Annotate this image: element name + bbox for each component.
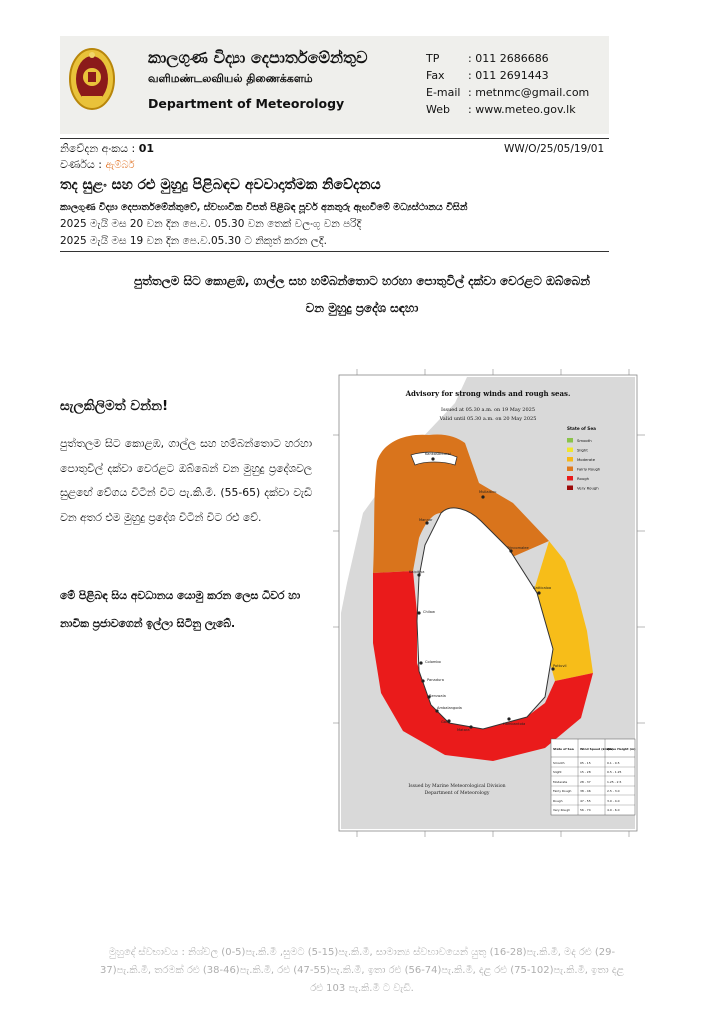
- sri-lanka-emblem-icon: [68, 46, 116, 112]
- notice-meta: [60, 141, 154, 174]
- contact-block: [426, 50, 589, 118]
- contact-tp: TP : 011 2686686: [426, 52, 549, 65]
- place-label: Kalpitiya: [409, 570, 425, 574]
- issue-details: [60, 199, 467, 250]
- place-label: Ambalangoda: [437, 706, 462, 710]
- place-label: Chilaw: [423, 610, 435, 614]
- table-header: State of Sea: [553, 747, 574, 751]
- affected-area-heading: පුත්තලම සිට කොළඹ, ගාල්ල සහ හම්බන්තොට හරහා පොතුවිල් දක්වා වෙරළට ඔබ්බෙන් වන මුහුදු ප්‍රදේශ සඳහා: [133, 274, 590, 315]
- map-issued-by-dept: Department of Meteorology: [424, 791, 490, 796]
- place-label: Beruwala: [429, 694, 446, 698]
- divider: [60, 251, 609, 252]
- place-label: Matara: [457, 728, 470, 732]
- table-cell: 15 - 28: [580, 770, 591, 774]
- legend-swatch: [567, 438, 573, 443]
- alert-type-value: ඇම්බර්: [105, 160, 135, 171]
- table-cell: Fairly Rough: [553, 789, 572, 793]
- table-cell: 0.5 - 1.25: [607, 770, 622, 774]
- legend-label: Slight: [577, 447, 588, 453]
- table-cell: 0.1 - 0.5: [607, 761, 620, 765]
- table-cell: Moderate: [553, 780, 568, 784]
- legend-swatch: [567, 448, 573, 453]
- legend-label: Smooth: [577, 438, 592, 443]
- table-header: Wind Speed (kmph): [580, 747, 614, 751]
- legend-swatch: [567, 486, 573, 491]
- place-label: Batticaloa: [533, 586, 552, 590]
- dept-name-sinhala: කාලගුණ විද්‍යා දෙපාර්තමේන්තුව: [148, 48, 368, 67]
- place-label: Trincomalee: [507, 546, 529, 550]
- table-cell: 3.0 - 4.0: [607, 799, 620, 803]
- contact-email[interactable]: E-mail : metnmc@gmail.com: [426, 86, 590, 99]
- contact-web[interactable]: Web : www.meteo.gov.lk: [426, 103, 576, 116]
- legend-label: Moderate: [577, 457, 596, 462]
- issuer-line: කාලගුණ විද්‍යා දෙපාර්තමේන්තුවේ, ස්වභාවික විපත් පිළිබඳ පූර්ව අනතුරු ඇඟවීමේ මධ්‍යස්ථානය විසින්: [60, 202, 468, 213]
- reference-number: WW/O/25/05/19/01: [504, 143, 605, 155]
- map-issued-by: Issued by Marine Meteorological Division: [408, 784, 506, 789]
- table-cell: 28 - 37: [580, 780, 591, 784]
- place-label: Panadura: [427, 678, 444, 682]
- place-label: Kankasanturai: [425, 452, 451, 456]
- table-cell: Rough: [553, 799, 563, 803]
- legend-swatch: [567, 457, 573, 462]
- place-label: Mannar: [419, 518, 433, 522]
- sea-state-footer-note: මුහුදේ ස්වභාවය : නිශ්චල (0-5)පැ.කි.මී ,සුමට (5-15)පැ.කි.මී, සාමාන්‍ය ස්වභාවයෙන් යුතු (16-28)පැ.කි.මී, මද රළු (29- 37)පැ.කි.මී, තරමක් රළු (38-46)පැ.කි.මී, රළු (47-55)පැ.කි.මී, ඉතා රළු (56-74)පැ.කි.මී, දළ රළු (75-102)පැ.කි.මී, ඉතා දළ රළු 103 පැ.කි.මී ට වැඩි.: [100, 947, 624, 994]
- legend-title: State of Sea: [567, 426, 596, 431]
- place-label: Colombo: [425, 660, 441, 664]
- map-title: Advisory for strong winds and rough seas.: [405, 389, 571, 398]
- place-label: Mullaitivu: [479, 490, 497, 494]
- alert-description: පුත්තලම සිට කොළඹ, ගාල්ල සහ හම්බන්තොට හරහා පොතුවිල් දක්වා වෙරළට ඔබ්බෙන් වන මුහුදු ප්‍රදේශවල සුළඟේ වේගය විටින් විට පැ.කි.මී. (55-65) දක්වා වැඩි වන අතර එම මුහුදු ප්‍රදේශ විටින් විට රළු වේ.: [60, 437, 312, 524]
- map-valid: Valid until 05.30 a.m. on 20 May 2025: [439, 416, 537, 422]
- map-issued: Issued at 05.30 a.m. on 19 May 2025: [440, 407, 536, 413]
- table-cell: 05 - 15: [580, 761, 591, 765]
- sea-state-table: [551, 739, 636, 815]
- table-cell: Smooth: [553, 761, 565, 765]
- legend-label: Very Rough: [577, 485, 599, 491]
- notice-number-label: නිවේදන අංකය :: [60, 142, 139, 155]
- alert-heading: සැලකිලිමත් වන්න!: [60, 398, 169, 414]
- sea-state-map: [333, 363, 645, 843]
- validity-line: 2025 මැයි මස 20 වන දින පෙ.ව. 05.30 වන තෙක් වලංගු වන පරිදි: [60, 218, 362, 230]
- table-cell: 38 - 46: [580, 789, 591, 793]
- table-cell: Very Rough: [553, 808, 571, 812]
- table-cell: Slight: [553, 770, 562, 774]
- notice-title: තද සුළං සහ රළු මුහුදු පිළිබඳව අවවාදාත්මක නිවේදනය: [60, 177, 381, 193]
- legend-swatch: [567, 467, 573, 472]
- table-cell: 56 - 74: [580, 808, 591, 812]
- dept-name-english: Department of Meteorology: [148, 96, 345, 111]
- dept-name-tamil: வளிமண்டலவியல் திணைக்களம்: [148, 72, 313, 85]
- table-cell: 1.25 - 2.5: [607, 780, 622, 784]
- table-header: Wave Height (m): [607, 747, 636, 751]
- table-cell: 2.5 - 3.0: [607, 789, 620, 793]
- letterhead: [60, 36, 609, 134]
- sea-state-map-svg: [333, 363, 645, 843]
- alert-type-label: වර්ණය :: [60, 158, 106, 171]
- legend-label: Fairly Rough: [577, 466, 601, 472]
- divider: [60, 138, 609, 139]
- notice-number: 01: [138, 142, 155, 155]
- legend-label: Rough: [577, 476, 590, 481]
- place-label: Galle: [441, 720, 451, 724]
- issued-line: 2025 මැයි මස 19 වන දින පෙ.ව.05.30 ට නිකුත් කරන ලදි.: [60, 235, 327, 247]
- table-cell: 4.0 - 6.0: [607, 808, 620, 812]
- alert-request: මේ පිළිබඳ සිය අවධානය යොමු කරන ලෙස ධීවර හා නාවික ප්‍රජාවගෙන් ඉල්ලා සිටිනු ලැබේ.: [60, 589, 301, 630]
- legend-swatch: [567, 476, 573, 481]
- table-cell: 47 - 55: [580, 799, 591, 803]
- place-label: Hambantota: [503, 722, 526, 726]
- contact-fax: Fax : 011 2691443: [426, 69, 549, 82]
- place-label: Pottuvil: [553, 664, 567, 668]
